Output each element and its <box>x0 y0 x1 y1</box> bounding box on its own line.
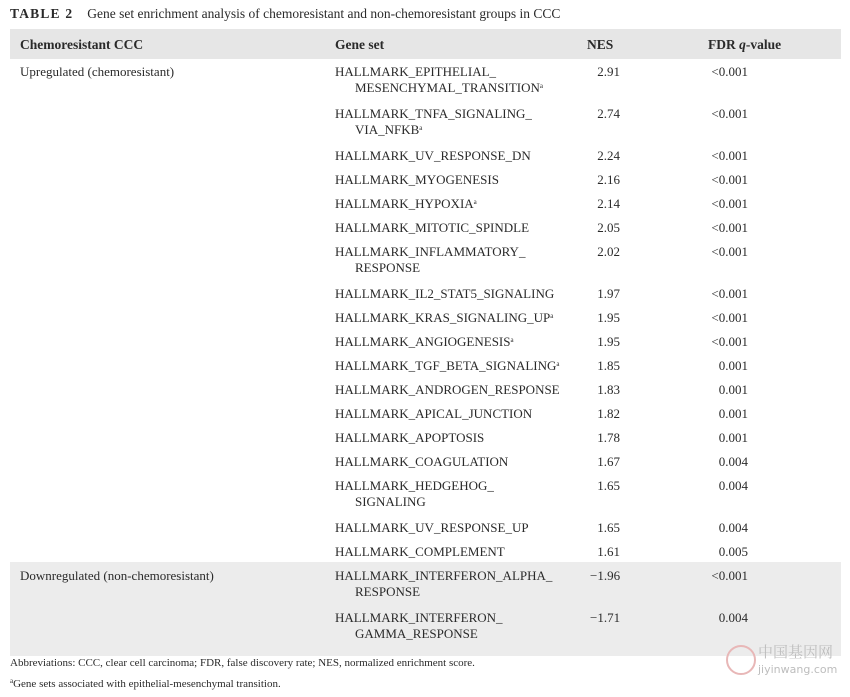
nes-value: 2.91 <box>597 64 620 79</box>
fdr-value: <0.001 <box>711 244 748 259</box>
table-row <box>10 218 841 242</box>
fdr-value: 0.004 <box>718 610 748 625</box>
table-row <box>10 308 841 332</box>
gene-set-name: HALLMARK_MITOTIC_SPINDLE <box>335 220 530 235</box>
nes-value: 2.14 <box>597 196 620 211</box>
nes-value: 2.16 <box>597 172 620 187</box>
fdr-value: <0.001 <box>711 148 748 163</box>
table-row <box>10 518 841 542</box>
nes-value: −1.96 <box>590 568 621 583</box>
group-label: Upregulated (chemoresistant) <box>20 64 175 79</box>
gene-set-name: HALLMARK_HYPOXIA$^a$ <box>335 196 477 211</box>
gene-set-name: HALLMARK_EPITHELIAL_ MESENCHYMAL_TRANSITION$^a$ <box>335 64 543 95</box>
gene-set-name: HALLMARK_TNFA_SIGNALING_ VIA_NFKB$^a$ <box>335 106 532 137</box>
gene-set-name: $HALLMARK\_KRAS\_SIGNALING\_UP^a$ <box>335 310 554 325</box>
table-label: TABLE 2 <box>10 6 74 21</box>
nes-value: 1.61 <box>597 544 620 559</box>
fdr-value: <0.001 <box>711 334 748 349</box>
table-row <box>10 284 841 308</box>
gene-set-name: HALLMARK_HEDGEHOG_ SIGNALING <box>335 478 494 509</box>
header-nes: NES <box>587 37 614 52</box>
nes-value: 2.02 <box>597 244 620 259</box>
gene-set-name: HALLMARK_UV_RESPONSE_UP <box>335 520 529 535</box>
nes-value: −1.71 <box>590 610 621 625</box>
watermark-circle-icon <box>726 645 756 675</box>
gene-set-name: HALLMARK_COAGULATION <box>335 454 509 469</box>
nes-value: 2.74 <box>597 106 620 121</box>
fdr-value: 0.001 <box>718 382 748 397</box>
table-row <box>10 380 841 404</box>
table-row <box>10 104 841 146</box>
group-label: Downregulated (non-chemoresistant) <box>20 568 214 583</box>
table-row <box>10 146 841 170</box>
fdr-value: <0.001 <box>711 106 748 121</box>
table-row <box>10 562 841 608</box>
table-row <box>10 242 841 284</box>
nes-value: 2.24 <box>597 148 620 163</box>
watermark-cn: 中国基因网 <box>758 643 834 661</box>
nes-value: 2.05 <box>597 220 620 235</box>
fdr-value: <0.001 <box>711 286 748 301</box>
watermark-en: jiyinwang.com <box>758 663 838 676</box>
fdr-value: 0.001 <box>718 430 748 445</box>
gene-set-name: HALLMARK_ANGIOGENESIS$^a$ <box>335 334 514 349</box>
fdr-value: <0.001 <box>711 172 748 187</box>
nes-value: 1.67 <box>597 454 620 469</box>
gene-set-name: HALLMARK_UV_RESPONSE_DN <box>335 148 531 163</box>
gene-set-name: HALLMARK_APICAL_JUNCTION <box>335 406 533 421</box>
table-caption <box>10 6 560 22</box>
header-gene-set: Gene set <box>335 37 385 52</box>
table-row <box>10 62 841 104</box>
fdr-value: <0.001 <box>711 568 748 583</box>
fdr-value: <0.001 <box>711 220 748 235</box>
nes-value: 1.95 <box>597 310 620 325</box>
fdr-value: 0.001 <box>718 358 748 373</box>
gene-set-name: HALLMARK_INTERFERON_ GAMMA_RESPONSE <box>335 610 503 641</box>
nes-value: 1.95 <box>597 334 620 349</box>
nes-value: 1.78 <box>597 430 620 445</box>
gene-set-name: HALLMARK_IL2_STAT5_SIGNALING <box>335 286 555 301</box>
gene-set-name: HALLMARK_APOPTOSIS <box>335 430 485 445</box>
nes-value: 1.65 <box>597 520 620 535</box>
header-group: Chemoresistant CCC <box>20 37 144 52</box>
table-row <box>10 404 841 428</box>
table-header <box>10 29 841 59</box>
gene-set-name: HALLMARK_INTERFERON_ALPHA_ RESPONSE <box>335 568 553 599</box>
nes-value: 1.65 <box>597 478 620 493</box>
fdr-value: 0.004 <box>718 454 748 469</box>
table-row <box>10 194 841 218</box>
nes-value: 1.97 <box>597 286 620 301</box>
gene-set-name: HALLMARK_ANDROGEN_RESPONSE <box>335 382 560 397</box>
abbreviations-note: Abbreviations: CCC, clear cell carcinoma; FDR, false discovery rate; NES, normalized enrichment score. <box>10 657 475 669</box>
gene-set-name: HALLMARK_TGF_BETA_SIGNALING$^a$ <box>335 358 560 373</box>
gene-set-name: HALLMARK_COMPLEMENT <box>335 544 505 559</box>
fdr-value: 0.001 <box>718 406 748 421</box>
table-row <box>10 452 841 476</box>
table-row <box>10 608 841 656</box>
nes-value: 1.82 <box>597 406 620 421</box>
fdr-value: 0.004 <box>718 478 748 493</box>
nes-value: 1.85 <box>597 358 620 373</box>
gene-set-name: HALLMARK_MYOGENESIS <box>335 172 499 187</box>
header-fdr: FDR q-value <box>708 37 782 52</box>
fdr-value: <0.001 <box>711 310 748 325</box>
watermark-logo <box>724 641 844 685</box>
table-row <box>10 332 841 356</box>
table-title: Gene set enrichment analysis of chemoresistant and non-chemoresistant groups in CCC <box>87 6 561 21</box>
table-row <box>10 428 841 452</box>
fdr-value: 0.004 <box>718 520 748 535</box>
table-row <box>10 356 841 380</box>
nes-value: 1.83 <box>597 382 620 397</box>
fdr-value: <0.001 <box>711 64 748 79</box>
table-row <box>10 476 841 518</box>
footnote-a: $^a$Gene sets associated with epithelial-mesenchymal transition. <box>10 677 281 690</box>
fdr-value: <0.001 <box>711 196 748 211</box>
fdr-value: 0.005 <box>718 544 748 559</box>
gene-set-name: HALLMARK_INFLAMMATORY_ RESPONSE <box>335 244 526 275</box>
table-row <box>10 170 841 194</box>
